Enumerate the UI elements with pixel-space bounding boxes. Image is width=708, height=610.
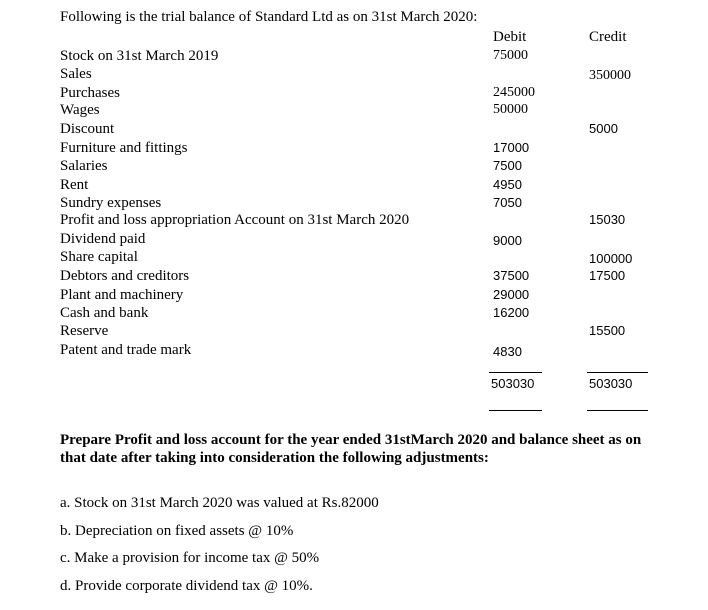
row-label: Plant and machinery — [60, 287, 184, 303]
row-label: Sundry expenses — [60, 195, 162, 211]
list-item: d. Provide corporate dividend tax @ 10%. — [60, 578, 313, 594]
table-row — [0, 66, 708, 84]
row-debit: 7500 — [493, 158, 522, 173]
row-label: Patent and trade mark — [60, 342, 192, 358]
row-label: Sales — [60, 66, 92, 82]
row-label: Dividend paid — [60, 231, 146, 247]
table-row — [0, 231, 708, 249]
table-row — [0, 268, 708, 286]
table-row — [0, 85, 708, 103]
table-row — [0, 140, 708, 158]
table-row — [0, 212, 708, 230]
row-credit: 350000 — [589, 68, 631, 83]
row-label: Purchases — [60, 85, 120, 101]
table-row — [0, 249, 708, 267]
credit-column-header: Credit — [589, 29, 627, 45]
row-debit: 50000 — [493, 102, 528, 117]
row-debit: 9000 — [493, 233, 522, 248]
table-row — [0, 195, 708, 213]
table-row — [0, 158, 708, 176]
debit-total-bottom-rule — [489, 410, 542, 411]
row-label: Share capital — [60, 249, 138, 265]
row-label: Wages — [60, 102, 100, 118]
row-label: Debtors and creditors — [60, 268, 190, 284]
row-label: Rent — [60, 177, 89, 193]
credit-total-bottom-rule — [587, 410, 648, 411]
credit-total-top-rule — [587, 372, 648, 373]
row-credit: 100000 — [589, 251, 633, 266]
row-credit: 17500 — [589, 268, 626, 283]
table-row — [0, 287, 708, 305]
table-row — [0, 102, 708, 120]
row-debit: 37500 — [493, 268, 530, 283]
row-debit: 7050 — [493, 195, 522, 210]
debit-column-header: Debit — [493, 29, 527, 45]
list-item: c. Make a provision for income tax @ 50% — [60, 550, 320, 566]
row-label: Profit and loss appropriation Account on 31st March 2020 — [60, 212, 410, 228]
row-debit: 29000 — [493, 287, 530, 302]
row-debit: 4950 — [493, 177, 522, 192]
row-label: Salaries — [60, 158, 108, 174]
table-row — [0, 121, 708, 139]
debit-total-top-rule — [489, 372, 542, 373]
row-debit: 245000 — [493, 85, 535, 100]
row-label: Reserve — [60, 323, 109, 339]
credit-total: 503030 — [589, 376, 633, 391]
table-row — [0, 323, 708, 341]
table-row — [0, 48, 708, 66]
row-credit: 5000 — [589, 121, 618, 136]
row-debit: 17000 — [493, 140, 530, 155]
row-credit: 15030 — [589, 212, 626, 227]
row-debit: 75000 — [493, 48, 528, 63]
list-item: b. Depreciation on fixed assets @ 10% — [60, 523, 294, 539]
row-debit: 4830 — [493, 344, 522, 359]
table-row — [0, 305, 708, 323]
table-row — [0, 177, 708, 195]
row-debit: 16200 — [493, 305, 530, 320]
row-label: Stock on 31st March 2019 — [60, 48, 219, 64]
table-row — [0, 342, 708, 360]
row-label: Furniture and fittings — [60, 140, 188, 156]
row-label: Discount — [60, 121, 115, 137]
debit-total: 503030 — [491, 376, 535, 391]
list-item: a. Stock on 31st March 2020 was valued at Rs.82000 — [60, 495, 379, 511]
instruction-text: Prepare Profit and loss account for the year ended 31stMarch 2020 and balance sheet as on that date after taking into consideration the following adjustments: — [60, 432, 642, 466]
intro-text: Following is the trial balance of Standard Ltd as on 31st March 2020: — [60, 9, 478, 25]
row-label: Cash and bank — [60, 305, 149, 321]
row-credit: 15500 — [589, 323, 626, 338]
